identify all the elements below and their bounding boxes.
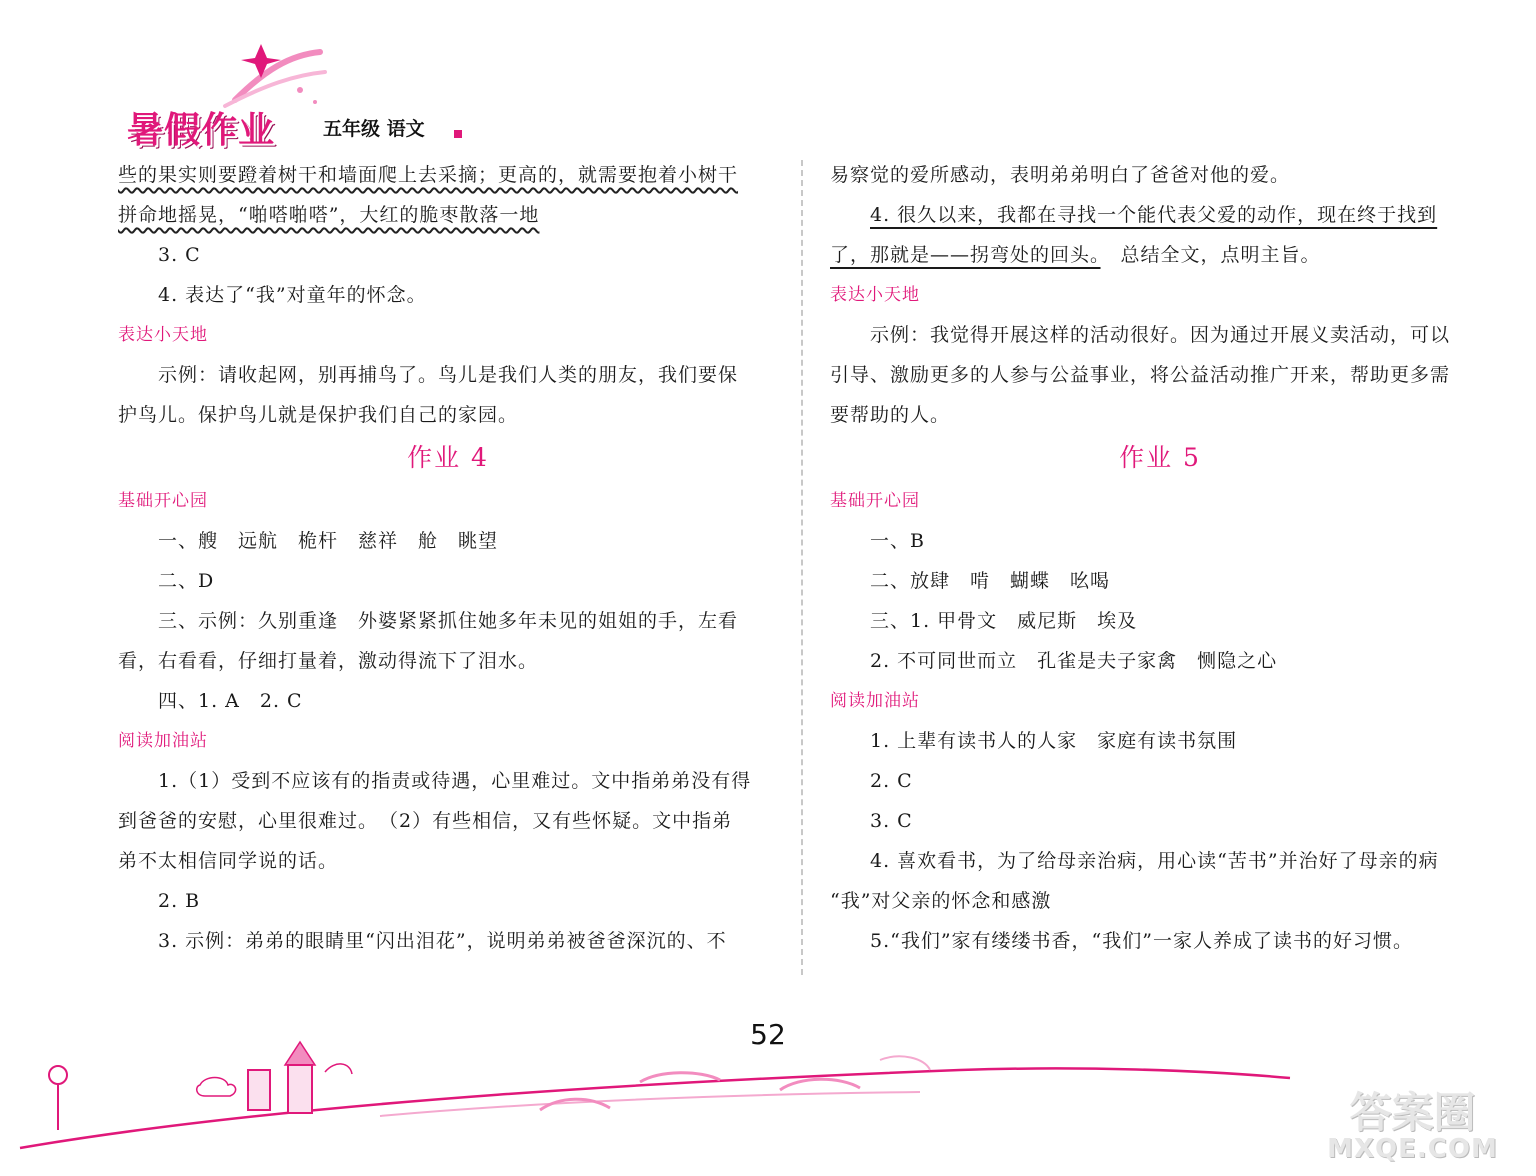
section-title: 阅读加油站 (118, 731, 208, 751)
answer-line: 一、艘 远航 桅杆 慈祥 舱 眺望 (158, 530, 499, 552)
answer-line: 示例：我觉得开展这样的活动很好。因为通过开展义卖活动，可以 (870, 324, 1451, 346)
section-title: 基础开心园 (830, 491, 920, 511)
grade-subject: 五年级 语文 (323, 118, 425, 140)
column-divider (801, 160, 803, 975)
answer-line: 到爸爸的安慰，心里很难过。 （2）有些相信，又有些怀疑。文中指弟 (118, 810, 733, 832)
answer-line: 二、D (158, 570, 215, 592)
answer-line: 3. C (870, 810, 913, 832)
answer-line: 二、放肆 啃 蝴蝶 吆喝 (870, 570, 1111, 592)
answer-line: 1.（1）受到不应该有的指责或待遇，心里难过。文中指弟弟没有得 (158, 770, 752, 792)
answer-line: 2. B (158, 890, 201, 912)
answer-line: “我”对父亲的怀念和感激 (830, 890, 1052, 912)
answer-line: 3. 示例：弟弟的眼睛里“闪出泪花”，说明弟弟被爸爸深沉的、不 (158, 930, 727, 952)
section-title: 表达小天地 (830, 285, 920, 305)
answer-line: 2. 不可同世而立 孔雀是夫子家禽 恻隐之心 (870, 650, 1278, 672)
right-column (830, 155, 1490, 961)
answer-line: 了，那就是——拐弯处的回头。 总结全文，点明主旨。 (830, 244, 1321, 266)
answer-line: 弟不太相信同学说的话。 (118, 850, 339, 872)
homework-title: 作业 5 (1119, 443, 1201, 472)
section-title: 阅读加油站 (830, 691, 920, 711)
answer-line: 1. 上辈有读书人的人家 家庭有读书氛围 (870, 730, 1238, 752)
page-number: 52 (750, 1018, 786, 1051)
answer-line: 2. C (870, 770, 913, 792)
answer-line: 些的果实则要蹬着树干和墙面爬上去采摘；更高的，就需要抱着小树干 (118, 164, 739, 186)
answer-line: 4. 很久以来，我都在寻找一个能代表父爱的动作，现在终于找到 (870, 204, 1438, 226)
answer-line: 拼命地摇晃，“啪嗒啪嗒”，大红的脆枣散落一地 (118, 204, 540, 226)
answer-line: 三、示例：久别重逢 外婆紧紧抓住她多年未见的姐姐的手，左看 (158, 610, 739, 632)
section-title: 基础开心园 (118, 491, 208, 511)
section-title: 表达小天地 (118, 325, 208, 345)
answer-line: 易察觉的爱所感动，表明弟弟明白了爸爸对他的爱。 (830, 164, 1291, 186)
answer-line: 看，右看看，仔细打量着，激动得流下了泪水。 (118, 650, 539, 672)
header-dot (454, 130, 462, 138)
book-logo: 暑假作业 (127, 110, 276, 151)
answer-line: 一、B (870, 530, 925, 552)
watermark-text: 答案圈 (1349, 1088, 1476, 1137)
watermark-url: MXQE.COM (1327, 1134, 1498, 1164)
answer-line: 要帮助的人。 (830, 404, 951, 426)
page-header (115, 40, 535, 151)
left-column (118, 155, 778, 961)
watermark (1300, 1080, 1525, 1170)
homework-title: 作业 4 (407, 443, 489, 472)
answer-line: 4. 喜欢看书，为了给母亲治病，用心读“苦书”并治好了母亲的病 (870, 850, 1439, 872)
answer-line: 示例：请收起网，别再捕鸟了。鸟儿是我们人类的朋友，我们要保 (158, 364, 739, 386)
answer-line: 5.“我们”家有缕缕书香，“我们”一家人养成了读书的好习惯。 (870, 930, 1413, 952)
answer-line: 引导、激励更多的人参与公益事业，将公益活动推广开来，帮助更多需 (830, 364, 1451, 386)
answer-line: 四、1. A 2. C (158, 690, 303, 712)
answer-line: 护鸟儿。保护鸟儿就是保护我们自己的家园。 (118, 404, 519, 426)
answer-line: 3. C (158, 244, 201, 266)
answer-line: 三、1. 甲骨文 威尼斯 埃及 (870, 610, 1138, 632)
answer-line: 4. 表达了“我”对童年的怀念。 (158, 284, 427, 306)
